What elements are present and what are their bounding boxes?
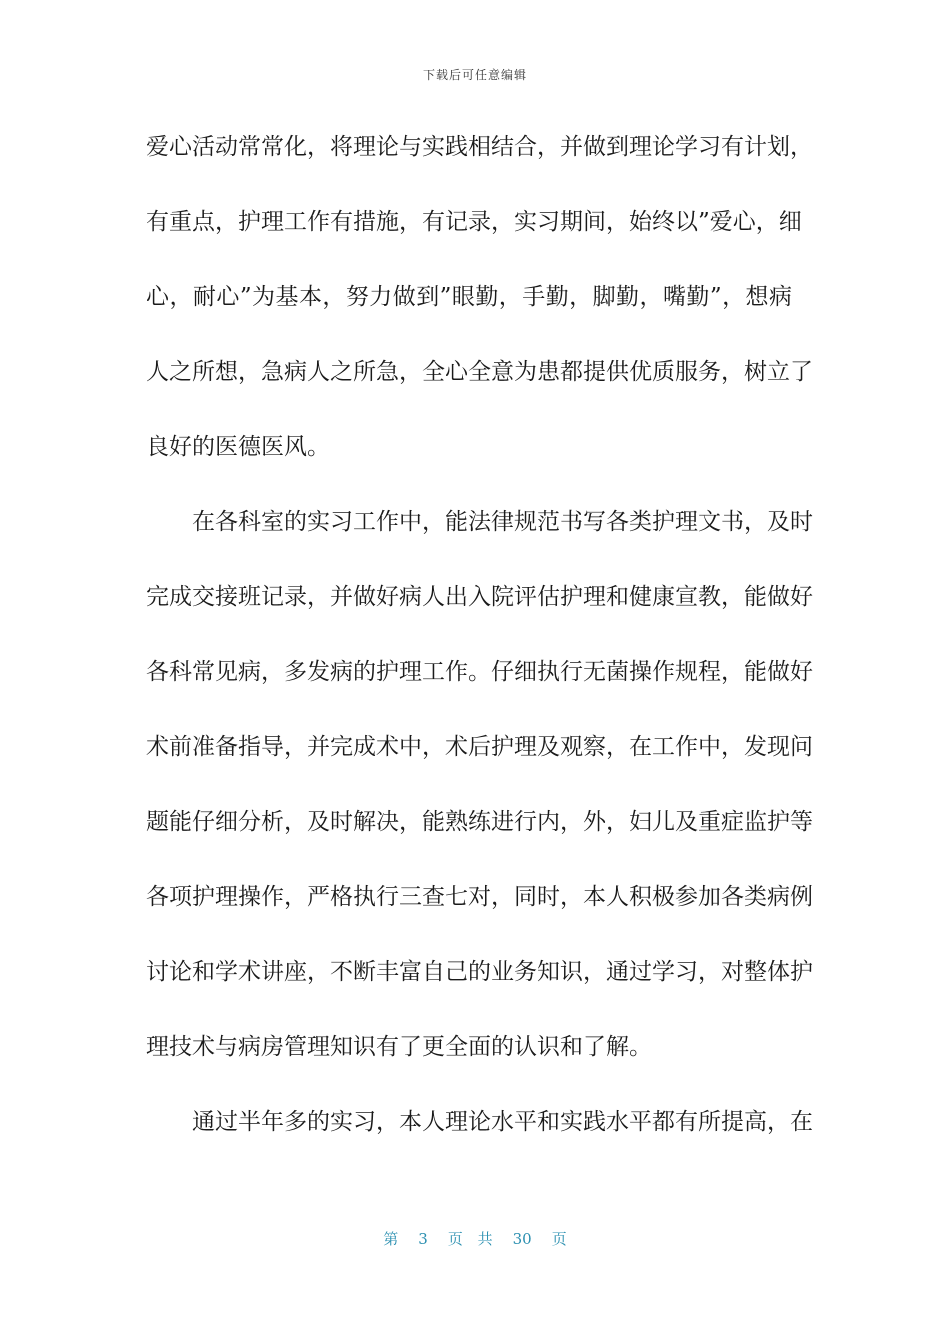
page-footer: [0, 1228, 950, 1249]
text-line: 爱心活动常常化，将理论与实践相结合，并做到理论学习有计划，: [146, 134, 813, 160]
text-line: 题能仔细分析，及时解决，能熟练进行内，外，妇儿及重症监护等: [146, 809, 813, 835]
footer-page-number: 3: [418, 1230, 428, 1248]
footer-total-pages: 30: [512, 1230, 532, 1248]
text-line: 完成交接班记录，并做好病人出入院评估护理和健康宣教，能做好: [146, 584, 813, 610]
document-body: [146, 110, 813, 1160]
footer-page-suffix: 页: [551, 1230, 567, 1248]
text-line: 在各科室的实习工作中，能法律规范书写各类护理文书，及时: [192, 509, 813, 535]
text-line: 术前准备指导，并完成术中，术后护理及观察，在工作中，发现问: [146, 734, 813, 760]
text-line: 人之所想，急病人之所急，全心全意为患都提供优质服务，树立了: [146, 359, 813, 385]
text-line: 理技术与病房管理知识有了更全面的认识和了解。: [146, 1034, 652, 1060]
text-line: 有重点，护理工作有措施，有记录，实习期间，始终以”爱心，细: [146, 209, 802, 235]
text-line: 各项护理操作，严格执行三查七对，同时，本人积极参加各类病例: [146, 884, 813, 910]
footer-page-prefix: 第: [383, 1230, 399, 1248]
text-line: 良好的医德医风。: [146, 434, 330, 460]
text-line: 通过半年多的实习，本人理论水平和实践水平都有所提高，在: [192, 1109, 813, 1135]
text-line: 讨论和学术讲座，不断丰富自己的业务知识，通过学习，对整体护: [146, 959, 813, 985]
text-line: 各科常见病，多发病的护理工作。仔细执行无菌操作规程，能做好: [146, 659, 813, 685]
text-line: 心，耐心”为基本，努力做到”眼勤，手勤，脚勤，嘴勤”，想病: [146, 284, 792, 310]
footer-page-mid: 页 共: [447, 1230, 493, 1248]
page-header: 下载后可任意编辑: [422, 68, 527, 82]
